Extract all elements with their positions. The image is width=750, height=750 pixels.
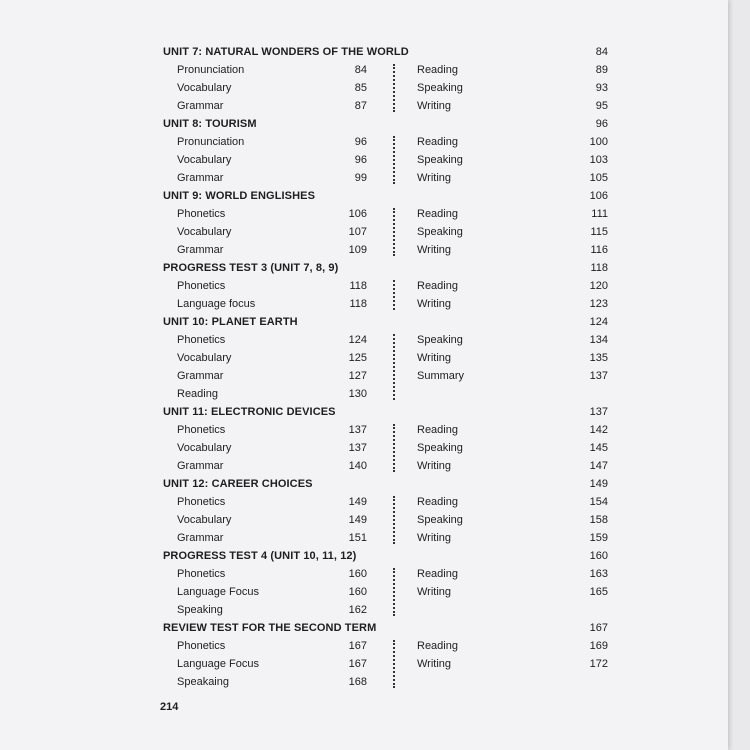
entry-page: 149 [348, 514, 367, 526]
entry-label: Reading [417, 640, 458, 652]
entry-label: Language Focus [177, 658, 259, 670]
toc-entry-row [0, 385, 728, 403]
entry-page: 100 [589, 136, 608, 148]
toc-section-heading [0, 475, 728, 493]
entry-page: 142 [589, 424, 608, 436]
section-page: 137 [589, 406, 608, 418]
entry-page: 135 [589, 352, 608, 364]
entry-label: Grammar [177, 172, 224, 184]
entry-label: Grammar [177, 532, 224, 544]
section-title: PROGRESS TEST 3 (UNIT 7, 8, 9) [163, 262, 339, 274]
toc-entry-row [0, 151, 728, 169]
section-title: UNIT 10: PLANET EARTH [163, 316, 298, 328]
section-page: 118 [590, 262, 608, 274]
toc-section-heading [0, 187, 728, 205]
toc-entry-row [0, 673, 728, 691]
entry-page: 160 [348, 568, 367, 580]
toc-entry-row [0, 295, 728, 313]
section-page: 124 [589, 316, 608, 328]
toc-section-heading [0, 619, 728, 637]
entry-page: 134 [589, 334, 608, 346]
entry-label: Writing [417, 298, 452, 310]
entry-page: 93 [595, 82, 608, 94]
entry-label: Reading [417, 568, 458, 580]
entry-label: Vocabulary [177, 442, 232, 454]
section-title: UNIT 7: NATURAL WONDERS OF THE WORLD [163, 46, 409, 58]
section-title: REVIEW TEST FOR THE SECOND TERM [163, 622, 377, 634]
entry-label: Pronunciation [177, 64, 245, 76]
entry-page: 109 [348, 244, 367, 256]
entry-page: 84 [354, 64, 367, 76]
toc-entry-row [0, 169, 728, 187]
entry-label: Grammar [177, 370, 224, 382]
entry-label: Phonetics [177, 208, 226, 220]
page-number: 214 [160, 701, 179, 713]
entry-label: Speaking [417, 334, 463, 346]
entry-page: 159 [589, 532, 608, 544]
entry-label: Language Focus [177, 586, 259, 598]
toc-entry-row [0, 61, 728, 79]
section-page: 106 [589, 190, 608, 202]
entry-label: Reading [417, 64, 458, 76]
entry-label: Reading [177, 388, 218, 400]
entry-page: 169 [589, 640, 608, 652]
entry-label: Phonetics [177, 568, 226, 580]
entry-page: 124 [348, 334, 367, 346]
entry-label: Grammar [177, 460, 224, 472]
toc-entry-row [0, 277, 728, 295]
entry-page: 165 [589, 586, 608, 598]
entry-label: Language focus [177, 298, 256, 310]
entry-page: 137 [348, 442, 367, 454]
entry-label: Phonetics [177, 496, 226, 508]
entry-label: Grammar [177, 244, 224, 256]
section-title: UNIT 8: TOURISM [163, 118, 257, 130]
toc-section-heading [0, 547, 728, 565]
entry-label: Writing [417, 586, 452, 598]
toc-entry-row [0, 583, 728, 601]
entry-page: 147 [589, 460, 608, 472]
toc-section-heading [0, 403, 728, 421]
entry-label: Phonetics [177, 640, 226, 652]
entry-page: 96 [354, 154, 367, 166]
toc-section-heading [0, 259, 728, 277]
toc-entry-row [0, 529, 728, 547]
toc-entry-row [0, 205, 728, 223]
entry-label: Vocabulary [177, 82, 232, 94]
toc-entry-row [0, 565, 728, 583]
toc-entry-row [0, 511, 728, 529]
toc-entry-row [0, 349, 728, 367]
entry-page: 89 [595, 64, 608, 76]
entry-page: 118 [349, 298, 367, 310]
section-title: UNIT 9: WORLD ENGLISHES [163, 190, 316, 202]
entry-label: Reading [417, 424, 458, 436]
entry-page: 160 [348, 586, 367, 598]
entry-page: 158 [589, 514, 608, 526]
entry-page: 130 [348, 388, 367, 400]
toc-entry-row [0, 421, 728, 439]
toc-entry-row [0, 457, 728, 475]
entry-label: Writing [417, 352, 452, 364]
entry-page: 85 [354, 82, 367, 94]
entry-page: 151 [348, 532, 367, 544]
section-page: 160 [589, 550, 608, 562]
entry-page: 103 [589, 154, 608, 166]
entry-page: 127 [348, 370, 367, 382]
entry-label: Reading [417, 208, 458, 220]
entry-label: Speaking [177, 604, 223, 616]
entry-page: 172 [589, 658, 608, 670]
entry-page: 167 [348, 658, 367, 670]
entry-page: 137 [589, 370, 608, 382]
entry-label: Grammar [177, 100, 224, 112]
entry-label: Phonetics [177, 280, 226, 292]
toc-entry-row [0, 655, 728, 673]
entry-page: 154 [589, 496, 608, 508]
entry-page: 87 [354, 100, 367, 112]
entry-page: 149 [348, 496, 367, 508]
entry-page: 168 [348, 676, 367, 688]
entry-page: 120 [589, 280, 608, 292]
section-page: 149 [589, 478, 608, 490]
entry-page: 96 [354, 136, 367, 148]
section-title: UNIT 11: ELECTRONIC DEVICES [163, 406, 336, 418]
entry-page: 123 [589, 298, 608, 310]
entry-page: 162 [348, 604, 367, 616]
entry-label: Pronunciation [177, 136, 245, 148]
entry-page: 167 [348, 640, 367, 652]
entry-label: Speaking [417, 154, 463, 166]
entry-page: 95 [595, 100, 608, 112]
section-page: 84 [595, 46, 608, 58]
entry-label: Vocabulary [177, 514, 232, 526]
section-page: 96 [595, 118, 608, 130]
entry-label: Vocabulary [177, 154, 232, 166]
toc-entry-row [0, 439, 728, 457]
toc-entry-row [0, 601, 728, 619]
toc-entry-row [0, 637, 728, 655]
entry-page: 163 [589, 568, 608, 580]
entry-label: Speaking [417, 82, 463, 94]
entry-label: Writing [417, 172, 452, 184]
entry-label: Reading [417, 280, 458, 292]
entry-label: Writing [417, 100, 452, 112]
entry-page: 111 [591, 208, 608, 220]
entry-page: 106 [348, 208, 367, 220]
entry-label: Speaking [417, 442, 463, 454]
toc-entry-row [0, 367, 728, 385]
entry-page: 125 [348, 352, 367, 364]
toc-entry-row [0, 133, 728, 151]
toc-section-heading [0, 43, 728, 61]
entry-label: Speakaing [177, 676, 229, 688]
toc-entry-row [0, 79, 728, 97]
section-title: PROGRESS TEST 4 (UNIT 10, 11, 12) [163, 550, 357, 562]
entry-label: Speaking [417, 514, 463, 526]
toc-entry-row [0, 241, 728, 259]
entry-label: Reading [417, 496, 458, 508]
entry-label: Writing [417, 532, 452, 544]
toc-section-heading [0, 115, 728, 133]
entry-page: 140 [348, 460, 367, 472]
toc-entry-row [0, 223, 728, 241]
entry-page: 116 [590, 244, 608, 256]
entry-label: Writing [417, 244, 452, 256]
toc-entry-row [0, 97, 728, 115]
entry-page: 107 [348, 226, 367, 238]
entry-page: 145 [589, 442, 608, 454]
section-title: UNIT 12: CAREER CHOICES [163, 478, 313, 490]
entry-page: 99 [354, 172, 367, 184]
entry-label: Writing [417, 460, 452, 472]
entry-page: 118 [349, 280, 367, 292]
entry-label: Phonetics [177, 424, 226, 436]
toc-entry-row [0, 331, 728, 349]
entry-label: Speaking [417, 226, 463, 238]
entry-label: Summary [417, 370, 465, 382]
entry-page: 115 [590, 226, 608, 238]
entry-label: Phonetics [177, 334, 226, 346]
toc-section-heading [0, 313, 728, 331]
entry-label: Reading [417, 136, 458, 148]
section-page: 167 [589, 622, 608, 634]
entry-label: Vocabulary [177, 226, 232, 238]
entry-page: 137 [348, 424, 367, 436]
entry-label: Writing [417, 658, 452, 670]
toc-entry-row [0, 493, 728, 511]
entry-label: Vocabulary [177, 352, 232, 364]
entry-page: 105 [589, 172, 608, 184]
